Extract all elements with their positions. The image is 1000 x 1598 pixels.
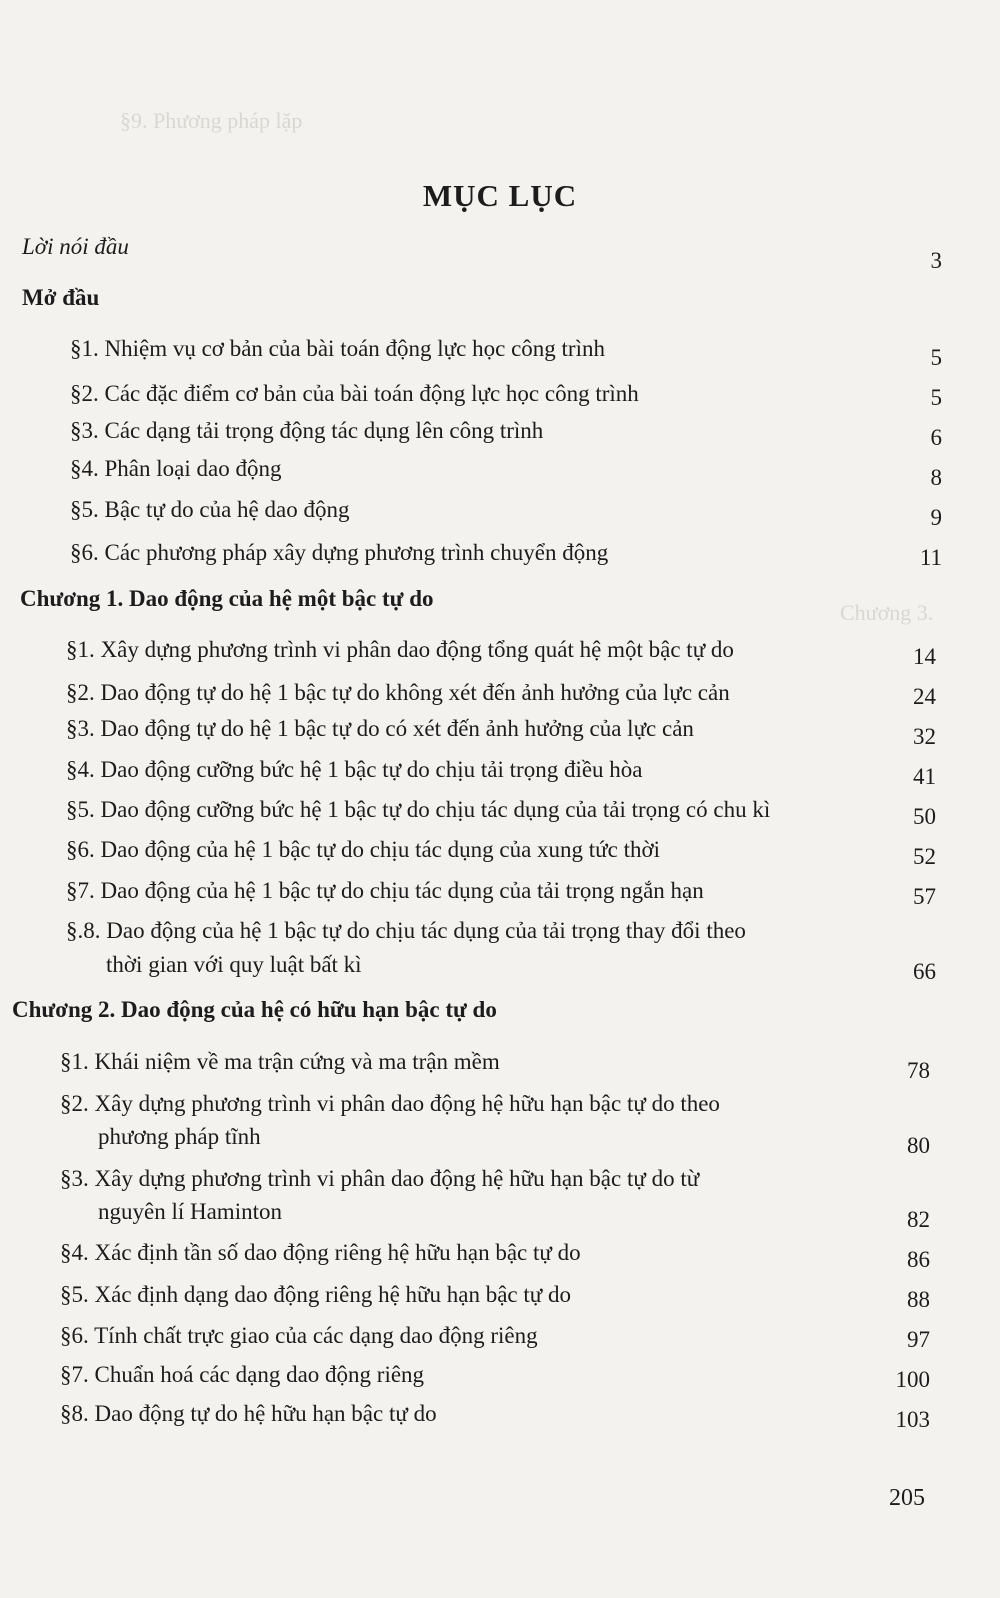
- toc-entry-page: 24: [913, 684, 936, 709]
- toc-entry-page: 6: [930, 425, 942, 450]
- toc-entry-page: 80: [907, 1133, 930, 1158]
- toc-entry-label-continued: phương pháp tĩnh: [98, 1124, 261, 1149]
- toc-entry-label: §.8. Dao động của hệ 1 bậc tự do chịu tác dụng của tải trọng thay đổi theo: [66, 918, 746, 943]
- preface-page: 3: [930, 248, 942, 273]
- toc-entry-page: 14: [913, 644, 936, 669]
- toc-entry-label: §6. Dao động của hệ 1 bậc tự do chịu tác dụng của xung tức thời: [66, 837, 661, 862]
- page-title: MỤC LỤC: [422, 178, 578, 213]
- toc-entry-label: §4. Xác định tần số dao động riêng hệ hữu hạn bậc tự do: [60, 1240, 581, 1265]
- toc-entry-page: 103: [895, 1407, 930, 1432]
- toc-entry-label: §4. Phân loại dao động: [70, 456, 282, 481]
- toc-entry-page: 82: [907, 1207, 930, 1232]
- toc-entry-label: §6. Các phương pháp xây dựng phương trình chuyển động: [70, 540, 609, 565]
- toc-entry-label: §1. Xây dựng phương trình vi phân dao động tổng quát hệ một bậc tự do: [66, 637, 734, 662]
- toc-entry-page: 88: [907, 1287, 930, 1312]
- toc-entry-page: 5: [930, 385, 942, 410]
- toc-entry-page: 52: [913, 844, 936, 869]
- page-number: 205: [889, 1485, 925, 1511]
- toc-entry-label: §3. Xây dựng phương trình vi phân dao động hệ hữu hạn bậc tự do từ: [60, 1166, 700, 1191]
- toc-entry-label: §2. Xây dựng phương trình vi phân dao động hệ hữu hạn bậc tự do theo: [60, 1091, 720, 1116]
- toc-entry-page: 9: [930, 505, 942, 530]
- intro-heading: Mở đầu: [22, 285, 100, 310]
- toc-entry-page: 86: [907, 1247, 930, 1272]
- toc-entry-page: 5: [930, 345, 942, 370]
- toc-entry-label: §3. Dao động tự do hệ 1 bậc tự do có xét đến ảnh hưởng của lực cản: [66, 716, 694, 741]
- toc-entry-label: §1. Khái niệm về ma trận cứng và ma trận mềm: [60, 1049, 500, 1074]
- toc-entry-label: §4. Dao động cưỡng bức hệ 1 bậc tự do chịu tải trọng điều hòa: [66, 757, 643, 782]
- toc-entry-page: 8: [930, 465, 942, 490]
- toc-entry-label: §5. Xác định dạng dao động riêng hệ hữu hạn bậc tự do: [60, 1282, 571, 1307]
- toc-entry-label-continued: thời gian với quy luật bất kì: [106, 952, 362, 977]
- toc-entry-label: §5. Dao động cưỡng bức hệ 1 bậc tự do chịu tác dụng của tải trọng có chu kì: [66, 797, 771, 822]
- toc-entry-label: §3. Các dạng tải trọng động tác dụng lên công trình: [70, 418, 544, 443]
- toc-entry-page: 78: [907, 1058, 930, 1083]
- toc-entry-label-continued: nguyên lí Haminton: [98, 1199, 282, 1224]
- toc-entry-page: 50: [913, 804, 936, 829]
- toc-entry-label: §2. Dao động tự do hệ 1 bậc tự do không xét đến ảnh hưởng của lực cản: [66, 680, 730, 705]
- preface-label: Lời nói đầu: [22, 234, 129, 259]
- toc-entry-label: §7. Chuẩn hoá các dạng dao động riêng: [60, 1362, 425, 1387]
- chapter-2-heading: Chương 2. Dao động của hệ có hữu hạn bậc tự do: [12, 997, 497, 1022]
- toc-entry-label: §6. Tính chất trực giao của các dạng dao động riêng: [60, 1323, 538, 1348]
- toc-entry-page: 41: [913, 764, 936, 789]
- toc-entry-page: 66: [913, 959, 936, 984]
- toc-entry-page: 11: [919, 545, 942, 570]
- bleed-through-text: Chương 3.: [840, 600, 934, 625]
- toc-entry-label: §1. Nhiệm vụ cơ bản của bài toán động lực học công trình: [70, 336, 605, 361]
- toc-entry-page: 57: [913, 884, 936, 909]
- toc-entry-page: 100: [895, 1367, 930, 1392]
- toc-entry-page: 97: [907, 1327, 930, 1352]
- toc-entry-label: §5. Bậc tự do của hệ dao động: [70, 497, 350, 522]
- chapter-1-heading: Chương 1. Dao động của hệ một bậc tự do: [20, 586, 434, 611]
- toc-entry-label: §8. Dao động tự do hệ hữu hạn bậc tự do: [60, 1401, 437, 1426]
- toc-entry-page: 32: [913, 724, 936, 749]
- toc-entry-label: §2. Các đặc điểm cơ bản của bài toán động lực học công trình: [70, 381, 639, 406]
- bleed-through-text: §9. Phương pháp lặp: [120, 108, 303, 133]
- toc-entry-label: §7. Dao động của hệ 1 bậc tự do chịu tác dụng của tải trọng ngắn hạn: [66, 878, 704, 903]
